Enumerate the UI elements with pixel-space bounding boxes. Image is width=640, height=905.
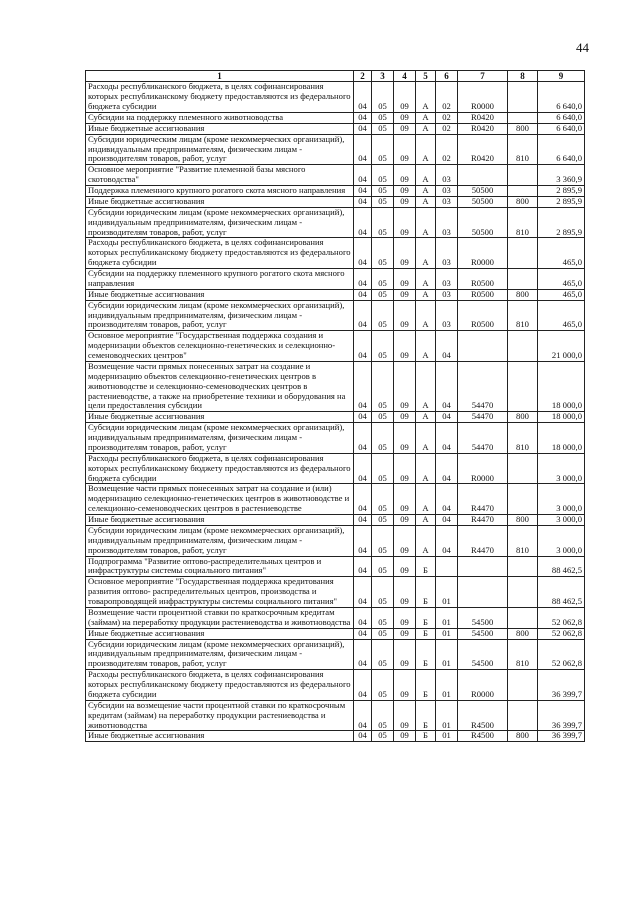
column-header: 3 bbox=[372, 71, 394, 82]
code-col-2: 04 bbox=[354, 607, 372, 628]
code-col-2: 04 bbox=[354, 331, 372, 362]
code-col-4: 09 bbox=[394, 300, 416, 331]
expense-type-code bbox=[508, 269, 538, 290]
code-col-4: 09 bbox=[394, 700, 416, 731]
target-article-code: 54470 bbox=[458, 361, 508, 411]
code-col-4: 09 bbox=[394, 412, 416, 423]
table-row bbox=[86, 639, 585, 670]
row-description: Поддержка племенного крупного рогатого скота мясного направления bbox=[86, 186, 354, 197]
table-row bbox=[86, 186, 585, 197]
code-col-5: А bbox=[416, 515, 436, 526]
code-col-6: 02 bbox=[436, 134, 458, 165]
table-row bbox=[86, 196, 585, 207]
row-description: Основное мероприятие "Развитие племенной базы мясного скотоводства" bbox=[86, 165, 354, 186]
code-col-6: 01 bbox=[436, 700, 458, 731]
table-row bbox=[86, 300, 585, 331]
expense-type-code: 800 bbox=[508, 123, 538, 134]
code-col-5: А bbox=[416, 123, 436, 134]
target-article-code: R0420 bbox=[458, 134, 508, 165]
code-col-6: 03 bbox=[436, 289, 458, 300]
row-description: Иные бюджетные ассигнования bbox=[86, 628, 354, 639]
code-col-6: 03 bbox=[436, 238, 458, 269]
code-col-4: 09 bbox=[394, 134, 416, 165]
code-col-2: 04 bbox=[354, 300, 372, 331]
code-col-5: А bbox=[416, 186, 436, 197]
expense-type-code bbox=[508, 165, 538, 186]
code-col-3: 05 bbox=[372, 134, 394, 165]
code-col-6: 01 bbox=[436, 731, 458, 742]
code-col-2: 04 bbox=[354, 82, 372, 113]
code-col-4: 09 bbox=[394, 639, 416, 670]
code-col-3: 05 bbox=[372, 556, 394, 577]
target-article-code: R0000 bbox=[458, 238, 508, 269]
amount: 88 462,5 bbox=[538, 577, 585, 608]
target-article-code: R0500 bbox=[458, 300, 508, 331]
expense-type-code: 810 bbox=[508, 207, 538, 238]
row-description: Субсидии юридическим лицам (кроме некоммерческих организаций), индивидуальным предпринимателям, физическим лицам - производителям товаров, работ, услуг bbox=[86, 423, 354, 454]
code-col-5: А bbox=[416, 453, 436, 484]
code-col-5: Б bbox=[416, 607, 436, 628]
amount: 2 895,9 bbox=[538, 196, 585, 207]
code-col-6: 03 bbox=[436, 186, 458, 197]
target-article-code: R4470 bbox=[458, 484, 508, 515]
target-article-code: R0500 bbox=[458, 289, 508, 300]
table-row bbox=[86, 289, 585, 300]
code-col-2: 04 bbox=[354, 577, 372, 608]
code-col-3: 05 bbox=[372, 300, 394, 331]
row-description: Расходы республиканского бюджета, в целях софинансирования которых республиканскому бюджету предоставляются из федерального бюджета субсидии bbox=[86, 670, 354, 701]
code-col-2: 04 bbox=[354, 134, 372, 165]
code-col-2: 04 bbox=[354, 453, 372, 484]
target-article-code bbox=[458, 556, 508, 577]
code-col-6: 01 bbox=[436, 577, 458, 608]
code-col-2: 04 bbox=[354, 628, 372, 639]
row-description: Субсидии юридическим лицам (кроме некоммерческих организаций), индивидуальным предпринимателям, физическим лицам - производителям товаров, работ, услуг bbox=[86, 300, 354, 331]
code-col-5: А bbox=[416, 289, 436, 300]
amount: 52 062,8 bbox=[538, 607, 585, 628]
amount: 36 399,7 bbox=[538, 670, 585, 701]
table-row bbox=[86, 165, 585, 186]
table-row bbox=[86, 238, 585, 269]
table-row bbox=[86, 123, 585, 134]
column-header: 5 bbox=[416, 71, 436, 82]
code-col-3: 05 bbox=[372, 412, 394, 423]
row-description: Иные бюджетные ассигнования bbox=[86, 515, 354, 526]
amount: 18 000,0 bbox=[538, 423, 585, 454]
expense-type-code bbox=[508, 577, 538, 608]
code-col-2: 04 bbox=[354, 289, 372, 300]
target-article-code bbox=[458, 577, 508, 608]
code-col-3: 05 bbox=[372, 165, 394, 186]
target-article-code: 50500 bbox=[458, 196, 508, 207]
code-col-2: 04 bbox=[354, 207, 372, 238]
code-col-4: 09 bbox=[394, 331, 416, 362]
code-col-5: А bbox=[416, 207, 436, 238]
budget-table bbox=[85, 70, 585, 742]
code-col-6: 03 bbox=[436, 300, 458, 331]
expense-type-code bbox=[508, 670, 538, 701]
amount: 465,0 bbox=[538, 269, 585, 290]
target-article-code bbox=[458, 331, 508, 362]
table-header-row bbox=[86, 71, 585, 82]
target-article-code: R0000 bbox=[458, 82, 508, 113]
target-article-code: R0420 bbox=[458, 112, 508, 123]
expense-type-code: 800 bbox=[508, 628, 538, 639]
code-col-4: 09 bbox=[394, 165, 416, 186]
code-col-3: 05 bbox=[372, 628, 394, 639]
amount: 21 000,0 bbox=[538, 331, 585, 362]
code-col-6: 04 bbox=[436, 361, 458, 411]
amount: 465,0 bbox=[538, 300, 585, 331]
target-article-code bbox=[458, 165, 508, 186]
row-description: Иные бюджетные ассигнования bbox=[86, 196, 354, 207]
amount: 6 640,0 bbox=[538, 82, 585, 113]
code-col-4: 09 bbox=[394, 361, 416, 411]
code-col-3: 05 bbox=[372, 423, 394, 454]
amount: 2 895,9 bbox=[538, 186, 585, 197]
code-col-2: 04 bbox=[354, 269, 372, 290]
column-header: 1 bbox=[86, 71, 354, 82]
table-row bbox=[86, 628, 585, 639]
target-article-code: 54500 bbox=[458, 639, 508, 670]
expense-type-code: 800 bbox=[508, 515, 538, 526]
row-description: Субсидии юридическим лицам (кроме некоммерческих организаций), индивидуальным предпринимателям, физическим лицам - производителям товаров, работ, услуг bbox=[86, 207, 354, 238]
code-col-3: 05 bbox=[372, 269, 394, 290]
code-col-5: А bbox=[416, 134, 436, 165]
row-description: Субсидии юридическим лицам (кроме некоммерческих организаций), индивидуальным предпринимателям, физическим лицам - производителям товаров, работ, услуг bbox=[86, 525, 354, 556]
expense-type-code bbox=[508, 186, 538, 197]
row-description: Возмещение части процентной ставки по краткосрочным кредитам (займам) на переработку продукции растениеводства и животноводства bbox=[86, 607, 354, 628]
code-col-3: 05 bbox=[372, 289, 394, 300]
target-article-code: 50500 bbox=[458, 186, 508, 197]
table-row bbox=[86, 207, 585, 238]
column-header: 4 bbox=[394, 71, 416, 82]
target-article-code: 50500 bbox=[458, 207, 508, 238]
expense-type-code: 810 bbox=[508, 525, 538, 556]
code-col-3: 05 bbox=[372, 700, 394, 731]
code-col-5: Б bbox=[416, 628, 436, 639]
expense-type-code bbox=[508, 331, 538, 362]
code-col-3: 05 bbox=[372, 453, 394, 484]
table-row bbox=[86, 607, 585, 628]
code-col-2: 04 bbox=[354, 165, 372, 186]
amount: 465,0 bbox=[538, 289, 585, 300]
target-article-code: 54500 bbox=[458, 628, 508, 639]
expense-type-code bbox=[508, 82, 538, 113]
code-col-5: А bbox=[416, 269, 436, 290]
expense-type-code bbox=[508, 453, 538, 484]
amount: 6 640,0 bbox=[538, 112, 585, 123]
amount: 6 640,0 bbox=[538, 134, 585, 165]
amount: 3 000,0 bbox=[538, 453, 585, 484]
code-col-2: 04 bbox=[354, 515, 372, 526]
code-col-3: 05 bbox=[372, 82, 394, 113]
code-col-3: 05 bbox=[372, 123, 394, 134]
code-col-5: А bbox=[416, 331, 436, 362]
code-col-6: 04 bbox=[436, 423, 458, 454]
code-col-2: 04 bbox=[354, 556, 372, 577]
code-col-6: 03 bbox=[436, 196, 458, 207]
code-col-5: А bbox=[416, 412, 436, 423]
table-row bbox=[86, 361, 585, 411]
expense-type-code: 810 bbox=[508, 134, 538, 165]
code-col-4: 09 bbox=[394, 186, 416, 197]
code-col-4: 09 bbox=[394, 289, 416, 300]
amount: 52 062,8 bbox=[538, 628, 585, 639]
code-col-5: Б bbox=[416, 556, 436, 577]
table-row bbox=[86, 700, 585, 731]
table-row bbox=[86, 525, 585, 556]
code-col-4: 09 bbox=[394, 207, 416, 238]
code-col-3: 05 bbox=[372, 331, 394, 362]
row-description: Субсидии на поддержку племенного крупного рогатого скота мясного направления bbox=[86, 269, 354, 290]
table-row bbox=[86, 423, 585, 454]
code-col-6: 03 bbox=[436, 207, 458, 238]
amount: 6 640,0 bbox=[538, 123, 585, 134]
expense-type-code: 810 bbox=[508, 423, 538, 454]
code-col-2: 04 bbox=[354, 196, 372, 207]
code-col-3: 05 bbox=[372, 639, 394, 670]
column-header: 9 bbox=[538, 71, 585, 82]
code-col-5: А bbox=[416, 165, 436, 186]
code-col-2: 04 bbox=[354, 186, 372, 197]
code-col-4: 09 bbox=[394, 196, 416, 207]
row-description: Основное мероприятие "Государственная поддержка создания и модернизации объектов селекционно-генетических и селекционно-семеноводческих центров" bbox=[86, 331, 354, 362]
amount: 3 360,9 bbox=[538, 165, 585, 186]
code-col-3: 05 bbox=[372, 515, 394, 526]
expense-type-code bbox=[508, 484, 538, 515]
expense-type-code: 810 bbox=[508, 300, 538, 331]
row-description: Субсидии юридическим лицам (кроме некоммерческих организаций), индивидуальным предпринимателям, физическим лицам - производителям товаров, работ, услуг bbox=[86, 639, 354, 670]
code-col-2: 04 bbox=[354, 639, 372, 670]
code-col-2: 04 bbox=[354, 670, 372, 701]
amount: 18 000,0 bbox=[538, 412, 585, 423]
table-row bbox=[86, 331, 585, 362]
code-col-6: 03 bbox=[436, 165, 458, 186]
expense-type-code: 800 bbox=[508, 412, 538, 423]
code-col-6: 04 bbox=[436, 331, 458, 362]
table-row bbox=[86, 556, 585, 577]
code-col-5: А bbox=[416, 238, 436, 269]
row-description: Основное мероприятие "Государственная поддержка кредитования развития оптово- распределительных центров, производства и товаропроводящей инфраструктуры системы социального питания" bbox=[86, 577, 354, 608]
code-col-2: 04 bbox=[354, 525, 372, 556]
code-col-3: 05 bbox=[372, 577, 394, 608]
target-article-code: R4500 bbox=[458, 731, 508, 742]
code-col-3: 05 bbox=[372, 607, 394, 628]
code-col-3: 05 bbox=[372, 186, 394, 197]
code-col-5: Б bbox=[416, 731, 436, 742]
target-article-code: R0500 bbox=[458, 269, 508, 290]
code-col-6: 04 bbox=[436, 484, 458, 515]
amount: 36 399,7 bbox=[538, 700, 585, 731]
table-row bbox=[86, 453, 585, 484]
code-col-6: 02 bbox=[436, 82, 458, 113]
expense-type-code bbox=[508, 361, 538, 411]
row-description: Расходы республиканского бюджета, в целях софинансирования которых республиканскому бюджету предоставляются из федерального бюджета субсидии bbox=[86, 82, 354, 113]
code-col-5: Б bbox=[416, 670, 436, 701]
row-description: Субсидии юридическим лицам (кроме некоммерческих организаций), индивидуальным предпринимателям, физическим лицам - производителям товаров, работ, услуг bbox=[86, 134, 354, 165]
code-col-6: 04 bbox=[436, 515, 458, 526]
code-col-6: 04 bbox=[436, 525, 458, 556]
target-article-code: R4470 bbox=[458, 525, 508, 556]
code-col-5: Б bbox=[416, 639, 436, 670]
column-header: 8 bbox=[508, 71, 538, 82]
code-col-5: А bbox=[416, 525, 436, 556]
code-col-5: А bbox=[416, 112, 436, 123]
target-article-code: 54470 bbox=[458, 423, 508, 454]
table-row bbox=[86, 412, 585, 423]
table-row bbox=[86, 134, 585, 165]
code-col-6: 03 bbox=[436, 269, 458, 290]
amount: 465,0 bbox=[538, 238, 585, 269]
table-row bbox=[86, 670, 585, 701]
code-col-4: 09 bbox=[394, 238, 416, 269]
code-col-6: 02 bbox=[436, 123, 458, 134]
code-col-5: А bbox=[416, 300, 436, 331]
target-article-code: R4500 bbox=[458, 700, 508, 731]
code-col-3: 05 bbox=[372, 670, 394, 701]
code-col-3: 05 bbox=[372, 112, 394, 123]
table-row bbox=[86, 269, 585, 290]
row-description: Расходы республиканского бюджета, в целях софинансирования которых республиканскому бюджету предоставляются из федерального бюджета субсидии bbox=[86, 453, 354, 484]
code-col-6: 01 bbox=[436, 628, 458, 639]
target-article-code: R0000 bbox=[458, 453, 508, 484]
expense-type-code bbox=[508, 238, 538, 269]
code-col-2: 04 bbox=[354, 412, 372, 423]
code-col-6: 01 bbox=[436, 639, 458, 670]
code-col-4: 09 bbox=[394, 556, 416, 577]
code-col-6: 01 bbox=[436, 607, 458, 628]
code-col-3: 05 bbox=[372, 731, 394, 742]
table-row bbox=[86, 82, 585, 113]
code-col-2: 04 bbox=[354, 423, 372, 454]
row-description: Субсидии на возмещение части процентной ставки по краткосрочным кредитам (займам) на переработку продукции растениеводства и животноводства bbox=[86, 700, 354, 731]
amount: 36 399,7 bbox=[538, 731, 585, 742]
code-col-5: Б bbox=[416, 577, 436, 608]
code-col-6: 04 bbox=[436, 453, 458, 484]
code-col-2: 04 bbox=[354, 112, 372, 123]
code-col-5: А bbox=[416, 423, 436, 454]
code-col-4: 09 bbox=[394, 731, 416, 742]
code-col-3: 05 bbox=[372, 484, 394, 515]
amount: 52 062,8 bbox=[538, 639, 585, 670]
row-description: Возмещение части прямых понесенных затрат на создание и (или) модернизацию селекционно-генетических центров в животноводстве и селекционно-семеноводческих центров в растениеводстве bbox=[86, 484, 354, 515]
code-col-2: 04 bbox=[354, 700, 372, 731]
code-col-4: 09 bbox=[394, 515, 416, 526]
expense-type-code: 800 bbox=[508, 731, 538, 742]
amount: 3 000,0 bbox=[538, 484, 585, 515]
expense-type-code: 810 bbox=[508, 639, 538, 670]
row-description: Иные бюджетные ассигнования bbox=[86, 123, 354, 134]
expense-type-code bbox=[508, 607, 538, 628]
code-col-4: 09 bbox=[394, 525, 416, 556]
row-description: Иные бюджетные ассигнования bbox=[86, 731, 354, 742]
code-col-5: А bbox=[416, 82, 436, 113]
code-col-6: 01 bbox=[436, 670, 458, 701]
code-col-6: 02 bbox=[436, 112, 458, 123]
code-col-2: 04 bbox=[354, 484, 372, 515]
code-col-5: А bbox=[416, 196, 436, 207]
code-col-3: 05 bbox=[372, 525, 394, 556]
code-col-4: 09 bbox=[394, 577, 416, 608]
target-article-code: 54500 bbox=[458, 607, 508, 628]
code-col-2: 04 bbox=[354, 123, 372, 134]
column-header: 6 bbox=[436, 71, 458, 82]
column-header: 7 bbox=[458, 71, 508, 82]
row-description: Расходы республиканского бюджета, в целях софинансирования которых республиканскому бюджету предоставляются из федерального бюджета субсидии bbox=[86, 238, 354, 269]
code-col-4: 09 bbox=[394, 269, 416, 290]
row-description: Иные бюджетные ассигнования bbox=[86, 412, 354, 423]
code-col-4: 09 bbox=[394, 423, 416, 454]
code-col-4: 09 bbox=[394, 453, 416, 484]
expense-type-code bbox=[508, 556, 538, 577]
code-col-6: 04 bbox=[436, 412, 458, 423]
amount: 3 000,0 bbox=[538, 525, 585, 556]
amount: 3 000,0 bbox=[538, 515, 585, 526]
code-col-4: 09 bbox=[394, 670, 416, 701]
code-col-4: 09 bbox=[394, 607, 416, 628]
table-row bbox=[86, 515, 585, 526]
code-col-4: 09 bbox=[394, 484, 416, 515]
expense-type-code bbox=[508, 700, 538, 731]
code-col-2: 04 bbox=[354, 361, 372, 411]
table-row bbox=[86, 731, 585, 742]
code-col-4: 09 bbox=[394, 112, 416, 123]
amount: 2 895,9 bbox=[538, 207, 585, 238]
target-article-code: 54470 bbox=[458, 412, 508, 423]
target-article-code: R0420 bbox=[458, 123, 508, 134]
code-col-5: Б bbox=[416, 700, 436, 731]
expense-type-code: 800 bbox=[508, 289, 538, 300]
code-col-5: А bbox=[416, 484, 436, 515]
page-number: 44 bbox=[576, 40, 589, 55]
table-row bbox=[86, 112, 585, 123]
amount: 18 000,0 bbox=[538, 361, 585, 411]
code-col-6 bbox=[436, 556, 458, 577]
row-description: Подпрограмма "Развитие оптово-распределительных центров и инфраструктуры системы социального питания" bbox=[86, 556, 354, 577]
expense-type-code bbox=[508, 112, 538, 123]
code-col-4: 09 bbox=[394, 628, 416, 639]
code-col-5: А bbox=[416, 361, 436, 411]
row-description: Иные бюджетные ассигнования bbox=[86, 289, 354, 300]
target-article-code: R0000 bbox=[458, 670, 508, 701]
code-col-3: 05 bbox=[372, 238, 394, 269]
row-description: Возмещение части прямых понесенных затрат на создание и модернизацию объектов селекционно-генетических центров в животноводстве и селекционно-семеноводческих центров в растениеводстве, а также на приобретение техники и оборудования на цели предоставления субсидии bbox=[86, 361, 354, 411]
column-header: 2 bbox=[354, 71, 372, 82]
expense-type-code: 800 bbox=[508, 196, 538, 207]
code-col-3: 05 bbox=[372, 207, 394, 238]
amount: 88 462,5 bbox=[538, 556, 585, 577]
code-col-4: 09 bbox=[394, 123, 416, 134]
code-col-4: 09 bbox=[394, 82, 416, 113]
code-col-3: 05 bbox=[372, 361, 394, 411]
table-row bbox=[86, 577, 585, 608]
row-description: Субсидии на поддержку племенного животноводства bbox=[86, 112, 354, 123]
code-col-3: 05 bbox=[372, 196, 394, 207]
target-article-code: R4470 bbox=[458, 515, 508, 526]
table-row bbox=[86, 484, 585, 515]
code-col-2: 04 bbox=[354, 238, 372, 269]
code-col-2: 04 bbox=[354, 731, 372, 742]
